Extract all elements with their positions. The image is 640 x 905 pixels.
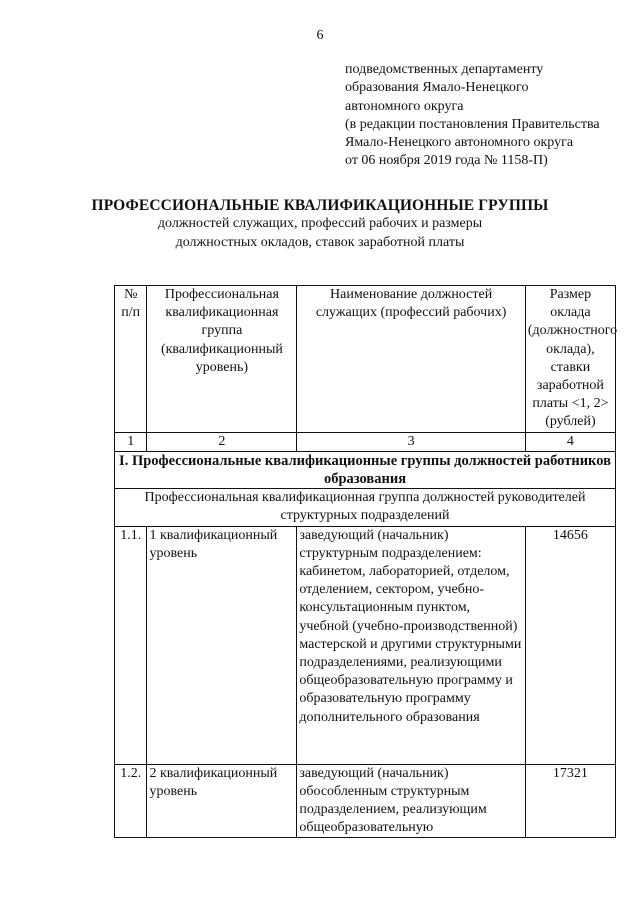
table-header-row [115,286,616,433]
column-number: 2 [147,432,297,451]
header-note-line: (в редакции постановления Правительства [345,116,600,132]
header-cell-number: № п/п [115,286,147,433]
column-number: 4 [525,432,615,451]
row-position: заведующий (начальник) обособленным структурным подразделением, реализующим общеобразовательную [297,764,525,838]
header-cell-group: Профессиональная квалификационная группа (квалификационный уровень) [147,286,297,433]
table-row [115,526,616,764]
row-position: заведующий (начальник) структурным подразделением: кабинетом, лабораторией, отделом, отделением, сектором, учебно-консультационным пунктом, учебной (учебно-производственной) мастерской и другими структурными подразделениями, реализующими общеобразовательную программу и образовательную программу дополнительного образования [297,526,525,764]
section-title-row [115,451,616,488]
column-number-row [115,432,616,451]
header-note-line: подведомственных департаменту [345,62,544,77]
header-note-line: образования Ямало-Ненецкого [345,80,529,96]
header-cell-position: Наименование должностей служащих (профессий рабочих) [297,286,525,433]
header-note-line: от 06 ноября 2019 года № 1158-П) [345,153,548,169]
column-number: 1 [115,432,147,451]
title-sub-line: должностных окладов, ставок заработной платы [175,234,465,250]
header-note-line: автономного округа [345,98,464,114]
group-title-row [115,489,616,526]
row-level: 2 квалификационный уровень [147,764,297,838]
table-row [115,764,616,838]
header-note [345,61,600,171]
salary-table [114,285,616,838]
group-title: Профессиональная квалификационная группа должностей руководителей структурных подразделений [115,489,616,526]
document-title [80,196,560,252]
page-number: 6 [316,28,324,43]
section-title: I. Профессиональные квалификационные группы должностей работников образования [115,451,616,488]
row-salary: 14656 [525,526,615,764]
row-level: 1 квалификационный уровень [147,526,297,764]
title-main: ПРОФЕССИОНАЛЬНЫЕ КВАЛИФИКАЦИОННЫЕ ГРУППЫ [91,197,549,214]
row-salary: 17321 [525,764,615,838]
column-number: 3 [297,432,525,451]
header-cell-salary: Размер оклада (должностного оклада), ставки заработной платы <1, 2> (рублей) [525,286,615,433]
row-number: 1.1. [115,526,147,764]
header-note-line: Ямало-Ненецкого автономного округа [345,135,574,151]
title-sub-line: должностей служащих, профессий рабочих и размеры [157,216,483,231]
row-number: 1.2. [115,764,147,838]
